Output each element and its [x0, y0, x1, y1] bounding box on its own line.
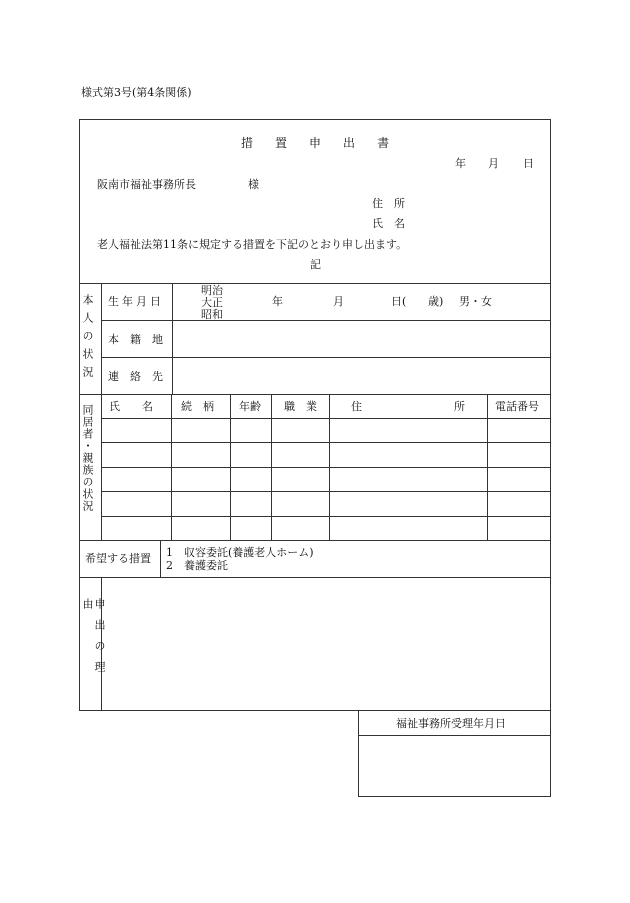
age-unit: 歳) — [428, 295, 444, 308]
contact-label: 連 絡 先 — [108, 370, 163, 383]
birth-month-unit: 月 — [333, 295, 344, 308]
divider — [358, 735, 551, 736]
divider — [79, 283, 551, 284]
birth-year-unit: 年 — [272, 295, 283, 308]
office-receipt-date-label: 福祉事務所受理年月日 — [396, 717, 506, 730]
divider — [101, 491, 551, 492]
col-header-age: 年齢 — [239, 400, 261, 413]
addressee: 阪南市福祉事務所長 — [97, 178, 196, 191]
date-day: 日 — [523, 157, 534, 170]
title-char: 書 — [377, 136, 390, 150]
era-meiji: 明治 — [201, 284, 223, 297]
measure-option: 1 収容委託(養護老人ホーム) — [166, 546, 314, 559]
divider — [101, 442, 551, 443]
era-showa: 昭和 — [201, 308, 223, 321]
application-form-frame — [79, 119, 551, 711]
col-header-occupation: 職 業 — [284, 400, 317, 413]
divider — [101, 467, 551, 468]
title-char: 申 — [309, 136, 322, 150]
birth-date-label: 生年月日 — [108, 295, 164, 308]
divider — [101, 516, 551, 517]
gender-options: 男・女 — [459, 295, 492, 308]
divider — [101, 320, 551, 321]
title-char: 出 — [343, 136, 356, 150]
col-header-address-1: 住 — [351, 400, 362, 413]
divider — [160, 540, 161, 577]
applicant-address-label: 住 所 — [372, 197, 405, 210]
desired-measures-label: 希望する措置 — [85, 552, 151, 565]
col-header-address-2: 所 — [454, 400, 465, 413]
col-header-relation: 続 柄 — [181, 400, 214, 413]
ki-label: 記 — [310, 258, 321, 271]
form-title — [230, 137, 400, 150]
measure-option: 2 養護委託 — [166, 559, 228, 572]
form-number-label: 様式第3号(第4条関係) — [81, 86, 192, 99]
birth-day-unit: 日( — [391, 295, 407, 308]
person-status-side-label: 本人の状況 — [81, 294, 94, 384]
family-status-side-label: 同居者・親族の状況 — [81, 404, 94, 512]
divider — [101, 283, 102, 394]
divider — [79, 540, 551, 541]
divider — [101, 418, 551, 419]
divider — [172, 283, 173, 394]
col-header-phone: 電話番号 — [495, 400, 539, 413]
divider — [79, 394, 551, 395]
divider — [101, 357, 551, 358]
title-char: 措 — [241, 136, 254, 150]
era-taisho: 大正 — [201, 296, 223, 309]
statement-text: 老人福祉法第11条に規定する措置を下記のとおり申し出ます。 — [97, 238, 408, 251]
date-month: 月 — [488, 157, 499, 170]
divider — [79, 577, 551, 578]
applicant-name-label: 氏 名 — [372, 217, 405, 230]
title-char: 置 — [275, 136, 288, 150]
domicile-label: 本 籍 地 — [108, 333, 163, 346]
reason-side-label: 申出の理由 — [81, 598, 106, 682]
honorific: 様 — [248, 178, 259, 191]
date-year: 年 — [455, 157, 466, 170]
col-header-name: 氏 名 — [109, 400, 153, 413]
